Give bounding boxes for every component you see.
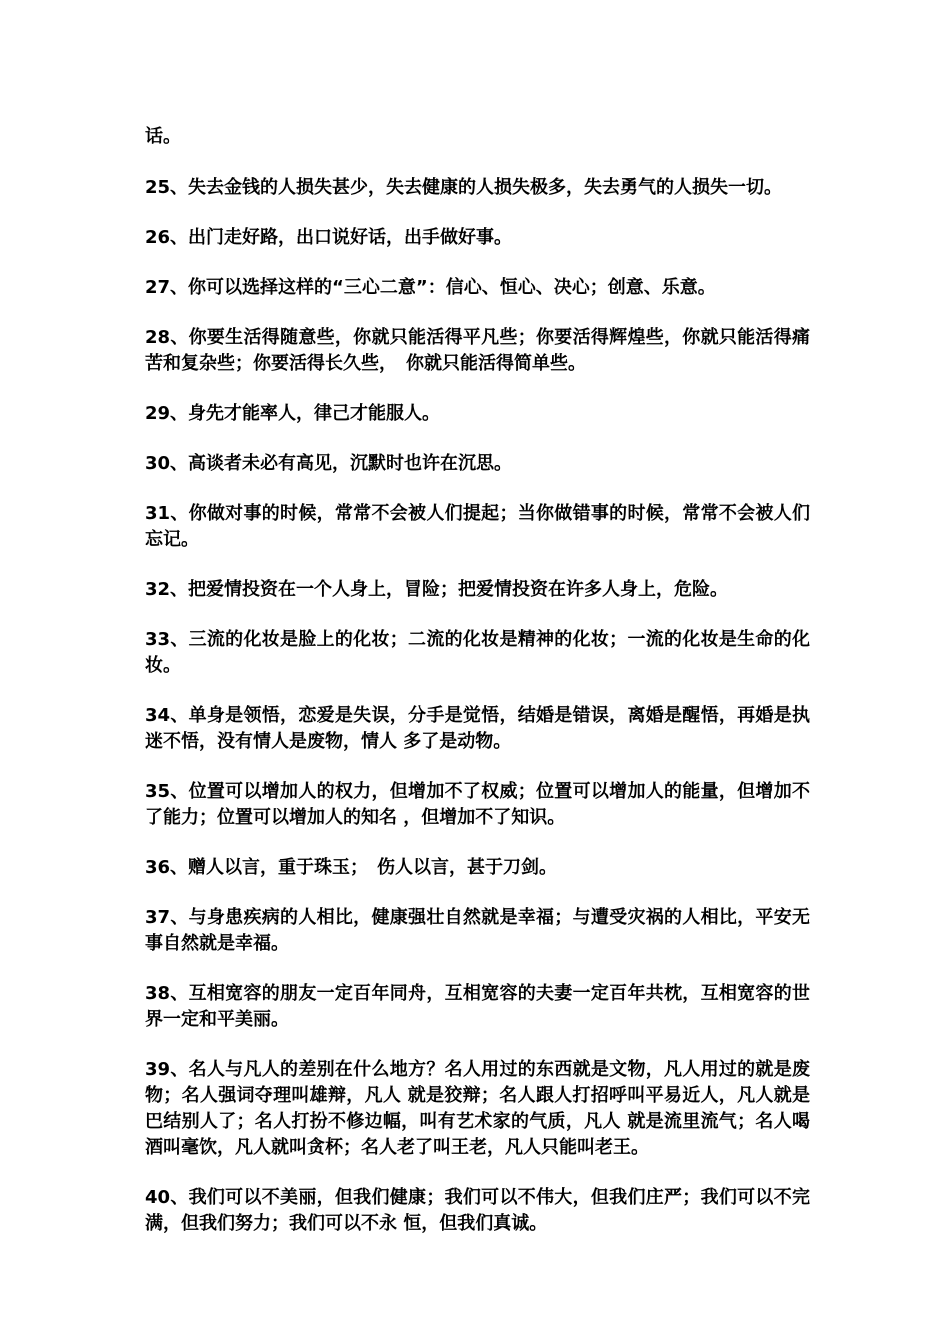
paragraph-39: 39、名人与凡人的差别在什么地方？名人用过的东西就是文物，凡人用过的就是废物；名人强词夺理叫雄辩，凡人 就是狡辩；名人跟人打招呼叫平易近人，凡人就是巴结别人了；名人打扮不修边幅，叫有艺术家的气质，凡人 就是流里流气；名人喝酒叫毫饮，凡人就叫贪杯；名人老了叫王老，凡人只能叫老王。 [145, 1059, 810, 1158]
paragraph-37: 37、与身患疾病的人相比，健康强壮自然就是幸福；与遭受灾祸的人相比，平安无事自然就是幸福。 [145, 907, 810, 954]
paragraph-27: 27、你可以选择这样的“三心二意”：信心、恒心、决心；创意、乐意。 [145, 277, 716, 298]
paragraph-continuation: 话。 [145, 126, 181, 147]
paragraph-25: 25、失去金钱的人损失甚少，失去健康的人损失极多，失去勇气的人损失一切。 [145, 177, 783, 198]
paragraph-30: 30、高谈者未必有高见，沉默时也许在沉思。 [145, 453, 513, 474]
paragraph-31: 31、你做对事的时候，常常不会被人们提起；当你做错事的时候，常常不会被人们忘记。 [145, 503, 810, 550]
paragraph-35: 35、位置可以增加人的权力，但增加不了权威；位置可以增加人的能量，但增加不了能力；位置可以增加人的知名 ，但增加不了知识。 [145, 781, 810, 828]
paragraph-29: 29、身先才能率人，律己才能服人。 [145, 403, 441, 424]
paragraph-26: 26、出门走好路，出口说好话，出手做好事。 [145, 227, 513, 248]
paragraph-32: 32、把爱情投资在一个人身上，冒险；把爱情投资在许多人身上，危险。 [145, 579, 729, 600]
paragraph-38: 38、互相宽容的朋友一定百年同舟，互相宽容的夫妻一定百年共枕，互相宽容的世界一定和平美丽。 [145, 983, 810, 1030]
paragraph-33: 33、三流的化妆是脸上的化妆；二流的化妆是精神的化妆；一流的化妆是生命的化妆。 [145, 629, 810, 676]
paragraph-28: 28、你要生活得随意些，你就只能活得平凡些；你要活得辉煌些，你就只能活得痛苦和复杂些；你要活得长久些， 你就只能活得简单些。 [145, 327, 810, 374]
paragraph-36: 36、赠人以言，重于珠玉； 伤人以言，甚于刀剑。 [145, 857, 558, 878]
document-body [145, 124, 810, 1261]
paragraph-34: 34、单身是领悟，恋爱是失误，分手是觉悟，结婚是错误，离婚是醒悟，再婚是执迷不悟，没有情人是废物，情人 多了是动物。 [145, 705, 810, 752]
paragraph-40: 40、我们可以不美丽，但我们健康；我们可以不伟大，但我们庄严；我们可以不完满，但我们努力；我们可以不永 恒，但我们真诚。 [145, 1187, 810, 1234]
